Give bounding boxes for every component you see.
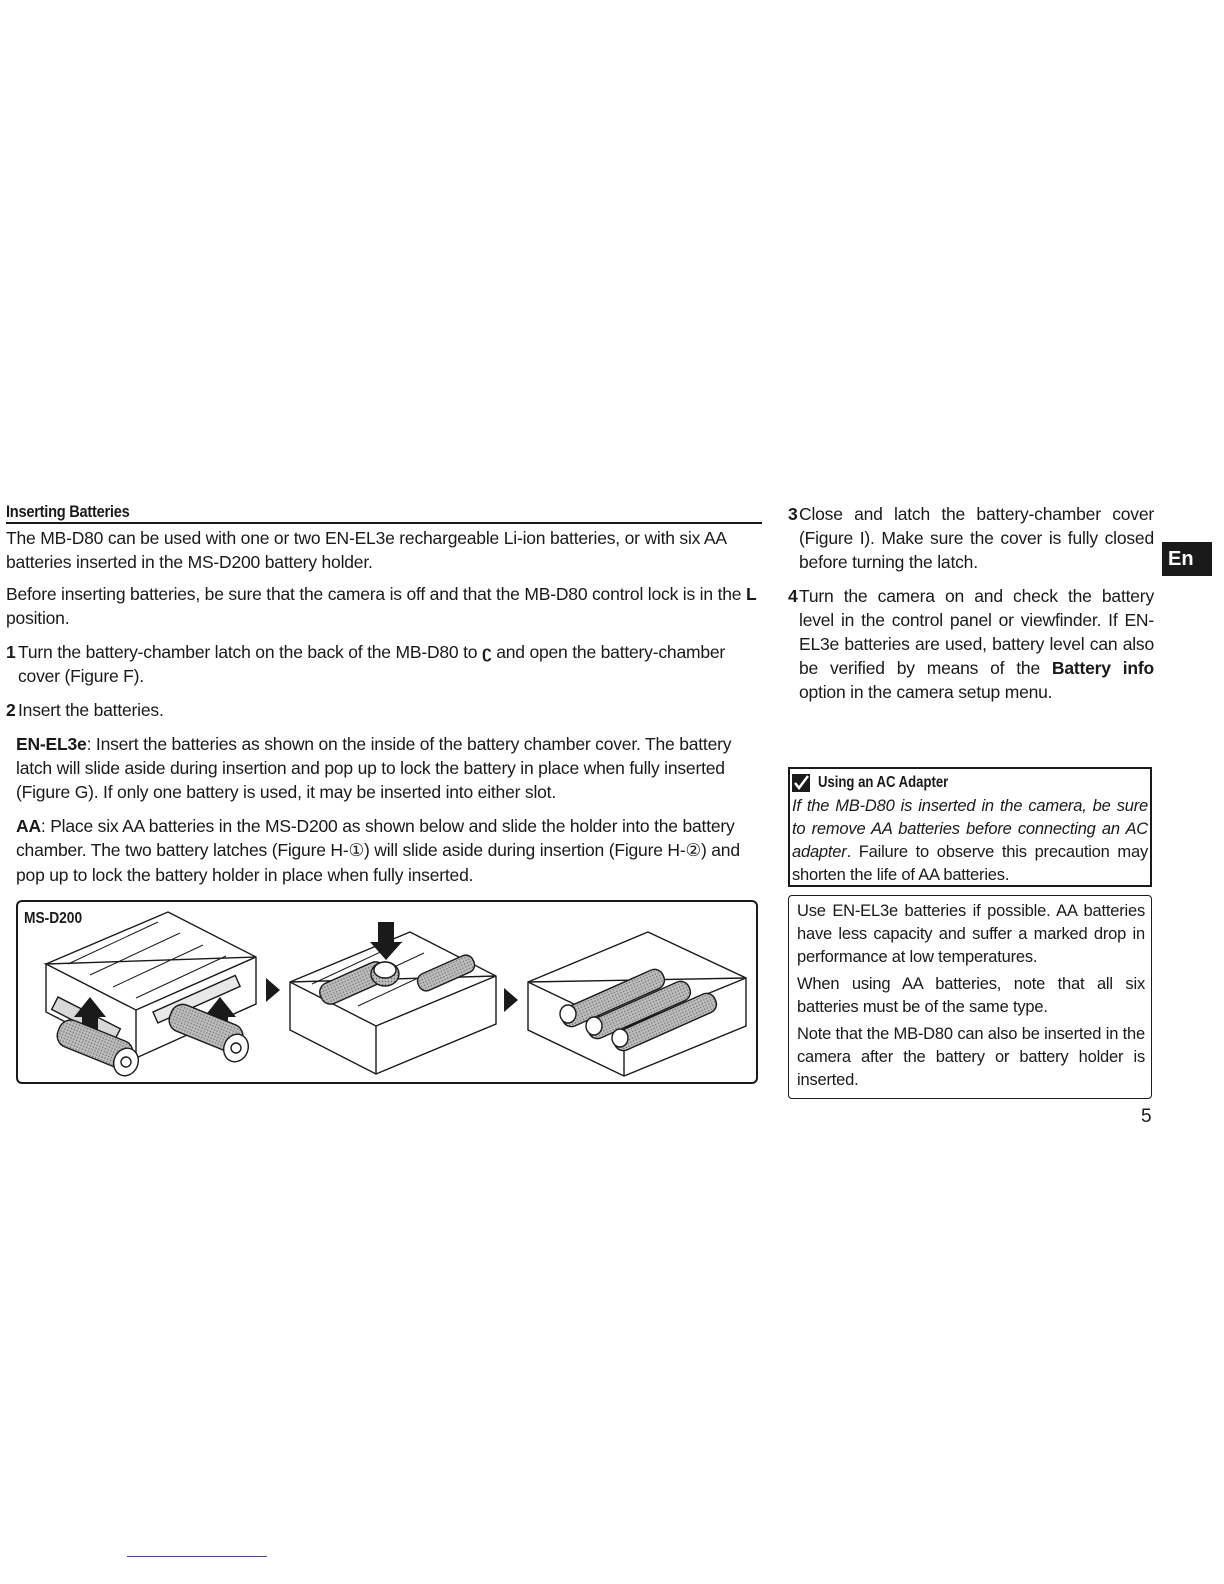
note-title-row bbox=[792, 771, 1148, 795]
before-text-b: position. bbox=[6, 608, 70, 628]
info-paragraph-1: Use EN-EL3e batteries if possible. AA batteries have less capacity and suffer a marked drop in performance at low temperatures. bbox=[797, 902, 1145, 966]
info-paragraph-2: When using AA batteries, note that all six batteries must be of the same type. bbox=[797, 975, 1145, 1016]
before-paragraph bbox=[6, 582, 762, 630]
step-1 bbox=[6, 640, 762, 688]
next-arrow-icon bbox=[266, 978, 280, 1002]
intro-text: The MB-D80 can be used with one or two EN-EL3e rechargeable Li-ion batteries, or with six AA batteries inserted in the MS-D200 battery holder. bbox=[6, 528, 726, 572]
note-body bbox=[792, 795, 1148, 887]
step-1-number: 1 bbox=[6, 642, 16, 662]
step-3-text: Close and latch the battery-chamber cover (Figure I). Make sure the cover is fully closed before turning the latch. bbox=[799, 504, 1154, 572]
battery-info-term: Battery info bbox=[1051, 658, 1154, 678]
note-title: Using an AC Adapter bbox=[818, 774, 949, 791]
section-heading: Inserting Batteries bbox=[6, 502, 130, 521]
lock-position-l: L bbox=[745, 584, 757, 604]
step-2-number: 2 bbox=[6, 700, 16, 720]
page-number: 5 bbox=[1141, 1106, 1152, 1127]
step-3 bbox=[788, 502, 1154, 574]
footer-rule bbox=[127, 1556, 267, 1557]
circled-two: ② bbox=[685, 841, 701, 861]
enel3e-text: : Insert the batteries as shown on the inside of the battery chamber cover. The battery latch will slide aside during insertion and pop up to lock the battery in place when fully inserted (Figure G). If only one battery is used, it may be inserted into either slot. bbox=[16, 734, 732, 802]
ac-adapter-note bbox=[788, 767, 1152, 887]
open-latch-icon: ʗ bbox=[481, 642, 492, 662]
before-text-a: Before inserting batteries, be sure that the camera is off and that the MB-D80 control lock is in the bbox=[6, 584, 746, 604]
figure-label: MS-D200 bbox=[24, 910, 83, 927]
step-1-text-a: Turn the battery-chamber latch on the back of the MB-D80 to bbox=[18, 642, 482, 662]
checkmark-icon bbox=[792, 774, 810, 792]
enel3e-term: EN-EL3e bbox=[16, 734, 87, 754]
step-4 bbox=[788, 584, 1154, 704]
info-paragraph-3: Note that the MB-D80 can also be inserted in the camera after the battery or battery holder is inserted. bbox=[797, 1025, 1145, 1089]
left-column bbox=[6, 502, 762, 887]
language-tab: En bbox=[1162, 542, 1212, 576]
next-arrow-icon bbox=[504, 988, 518, 1012]
aa-text-b: ) will slide aside during insertion (Figure H- bbox=[363, 840, 686, 860]
intro-paragraph bbox=[6, 526, 762, 574]
aa-paragraph bbox=[6, 814, 762, 887]
battery-holder-illustration bbox=[18, 902, 760, 1086]
note-italic-text: If the MB-D80 is inserted in the camera, be sure to remove AA batteries before connecting an AC adapter bbox=[792, 797, 1148, 861]
holder-full bbox=[528, 932, 746, 1076]
aa-text-c: ) and pop up to lock the battery holder in place when fully inserted. bbox=[16, 840, 740, 885]
step-2-text: Insert the batteries. bbox=[18, 700, 164, 720]
step-2 bbox=[6, 698, 762, 722]
step-3-number: 3 bbox=[788, 504, 798, 524]
ms-d200-figure bbox=[16, 900, 758, 1084]
aa-term: AA bbox=[16, 816, 41, 836]
holder-loading bbox=[290, 932, 496, 1074]
step-4-text-b: option in the camera setup menu. bbox=[799, 682, 1053, 702]
aa-text-a: : Place six AA batteries in the MS-D200 as shown below and slide the holder into the battery chamber. The two battery latches (Figure H- bbox=[16, 816, 735, 860]
step-4-number: 4 bbox=[788, 586, 798, 606]
info-box bbox=[788, 895, 1152, 1099]
enel3e-paragraph bbox=[6, 732, 762, 804]
step-1-text-b: and open the battery-chamber cover (Figure F). bbox=[18, 642, 726, 686]
note-rest-text: . Failure to observe this precaution may shorten the life of AA batteries. bbox=[792, 843, 1148, 884]
heading-rule bbox=[6, 522, 762, 524]
right-column bbox=[788, 502, 1154, 704]
circled-one: ① bbox=[348, 841, 364, 861]
step-4-text-a: Turn the camera on and check the battery level in the control panel or viewfinder. If EN-EL3e batteries are used, battery level can also be verified by means of the bbox=[799, 586, 1154, 678]
